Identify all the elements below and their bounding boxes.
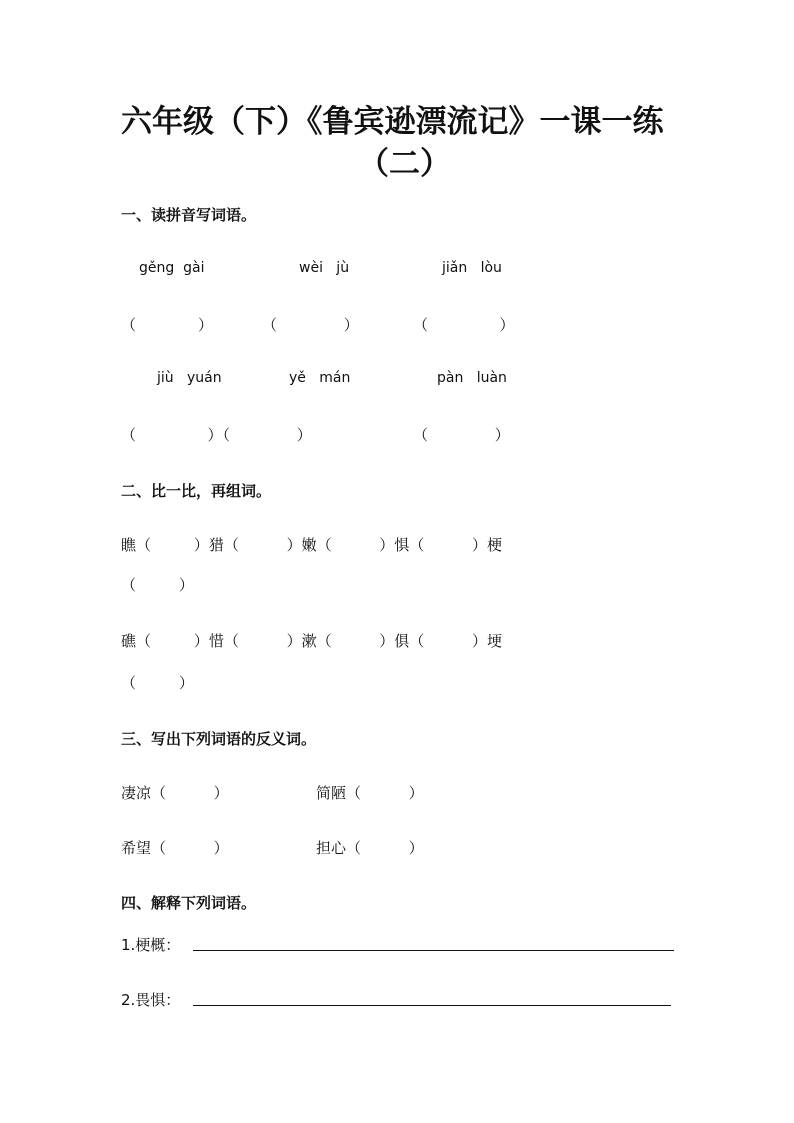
pinyin-item: wèi jù <box>299 260 350 276</box>
definition-label: 2.畏惧： <box>121 991 181 1009</box>
answer-blank[interactable]: （ ） <box>262 316 359 334</box>
answer-blank[interactable]: （ ）（ ） <box>121 426 312 444</box>
pinyin-item: jiù yuán <box>157 370 222 386</box>
section-1-heading: 一、读拼音写词语。 <box>121 206 257 224</box>
antonym-item[interactable]: 担心（ ） <box>316 839 424 857</box>
compare-row-wrap[interactable]: （ ） <box>121 674 194 692</box>
pinyin-item: gěng gài <box>139 260 205 276</box>
antonym-item[interactable]: 希望（ ） <box>121 839 229 857</box>
definition-answer-line[interactable] <box>193 1005 671 1006</box>
answer-blank[interactable]: （ ） <box>413 316 515 334</box>
section-3-heading: 三、写出下列词语的反义词。 <box>121 730 317 748</box>
answer-blank[interactable]: （ ） <box>121 316 213 334</box>
pinyin-item: pàn luàn <box>437 370 507 386</box>
antonym-item[interactable]: 凄凉（ ） <box>121 784 229 802</box>
definition-answer-line[interactable] <box>193 950 674 951</box>
pinyin-item: jiǎn lòu <box>442 260 502 276</box>
antonym-item[interactable]: 简陋（ ） <box>316 784 424 802</box>
compare-row-wrap[interactable]: （ ） <box>121 576 194 594</box>
compare-row[interactable]: 瞧（ ）猎（ ）嫩（ ）惧（ ）梗 <box>121 536 502 554</box>
page-title: 六年级（下）《鲁宾逊漂流记》一课一练 <box>121 104 664 140</box>
section-4-heading: 四、解释下列词语。 <box>121 894 257 912</box>
page-title-continued: （二） <box>358 146 451 182</box>
pinyin-item: yě mán <box>289 370 351 386</box>
definition-label: 1.梗概： <box>121 936 181 954</box>
section-2-heading: 二、比一比，再组词。 <box>121 482 272 500</box>
answer-blank[interactable]: （ ） <box>413 426 510 444</box>
compare-row[interactable]: 礁（ ）惜（ ）漱（ ）俱（ ）埂 <box>121 632 502 650</box>
